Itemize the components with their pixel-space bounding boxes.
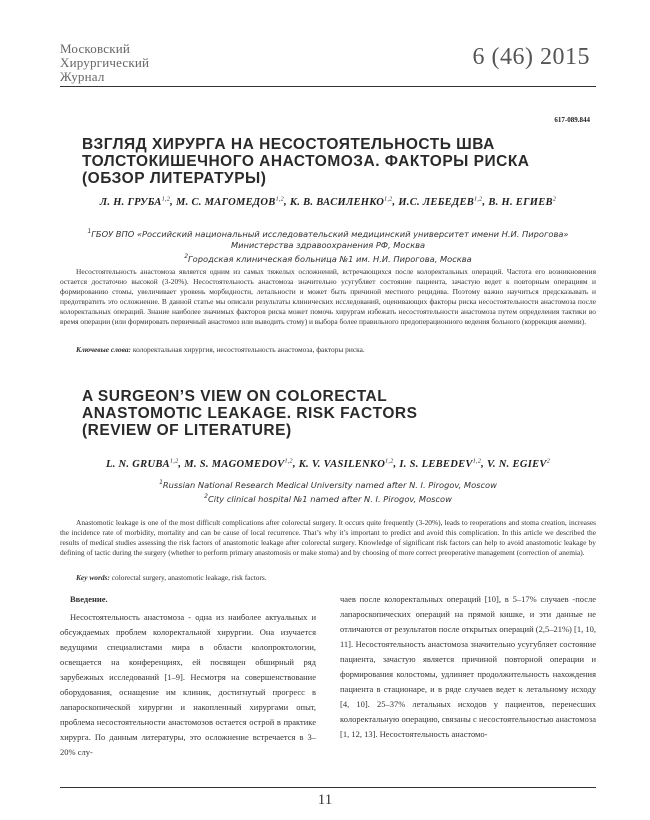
- en-abstract: Anastomotic leakage is one of the most difficult complications after colorectal surgery. It occurs quite frequently (3-20%), leads to reoperations and stoma creation, increases the incidence rate of morbidity, mortality and can be cause of local recurrence. That’s why it’s important to predict and avoid this complication. In this article we described the results of medical studies assessing the risk factors of anastomotic leakage after colorectal surgery. Knowledge of significant risk factors can help to avoid anastomotic leakage by defining of tactic during the surgery (whether to perform primary anastomosis or make stoma) and by choosing of more correct preoperative management (correction of anemia).: [60, 518, 596, 557]
- body-paragraph: чаев после колоректальных операций [10], в 5–17% случаев -после лапароскопических операций на прямой кишке, и эти данные не отличаются от результатов после открытых операций (2,5–21%) [1, 10, 11]. Несостоятельность анастомоза значительно усугубляет состояние пациента, зачастую является причиной повторной операции и формирования колостомы, удлиняет продолжительность нахождения пациента в стационаре, и в ряде случаев ведет к летальному исходу [4, 10]. 25–37% летальных исходов у пациентов, перенесших колоректальную операцию, связаны с несостоятельностью анастомоза [1, 12, 13]. Несостоятельность анастомо-: [340, 594, 596, 739]
- ru-affiliations: [60, 226, 596, 265]
- ru-title: [82, 136, 602, 187]
- en-keywords: Key words: colorectal surgery, anastomotic leakage, risk factors.: [76, 573, 267, 582]
- header-rule: [60, 86, 596, 87]
- author: M. S. MAGOMEDOV$^{1,2}$: [184, 458, 293, 470]
- author: И.С. ЛЕБЕДЕВ$^{1,2}$: [398, 196, 483, 208]
- en-title-line: (REVIEW OF LITERATURE): [82, 422, 292, 439]
- en-title-line: ANASTOMOTIC LEAKAGE. RISK FACTORS: [82, 405, 418, 422]
- logo-line-3: Журнал: [60, 69, 105, 84]
- ru-title-line: ВЗГЛЯД ХИРУРГА НА НЕСОСТОЯТЕЛЬНОСТЬ ШВА: [82, 136, 495, 153]
- author: Л. Н. ГРУБА$^{1,2}$: [99, 196, 171, 208]
- udc-code: 617-089.844: [554, 116, 590, 124]
- footer-rule: [60, 787, 596, 788]
- affiliation: Министерства здравоохранения РФ, Москва: [230, 239, 426, 250]
- en-affiliations: [60, 477, 596, 505]
- body-paragraph: Несостоятельность анастомоза - одна из наиболее актуальных и обсуждаемых проблем колоректальной хирургии. Она изучается ведущими специалистами мира в области колопроктологии, освещается на конференциях, ей посвящен обширный ряд зарубежных исследований [1–9]. Несмотря на совершенствование оборудования, оснащение им клиник, достигнутый прогресс в лапароскопической хирургии и накопленный хирургами опыт, проблема несостоятельности анастомозов остается острой в практике хирурга. По данным литературы, это осложнение встречается в 3–20% слу-: [60, 612, 316, 757]
- ru-title-line: (ОБЗОР ЛИТЕРАТУРЫ): [82, 170, 267, 187]
- author: М. С. МАГОМЕДОВ$^{1,2}$: [176, 196, 284, 208]
- author: K. V. VASILENKO$^{1,2}$: [298, 458, 394, 470]
- en-title: [82, 388, 602, 439]
- ru-authors: Л. Н. ГРУБА$^{1,2}$, М. С. МАГОМЕДОВ$^{1,2}$, К. В. ВАСИЛЕНКО$^{1,2}$, И.С. ЛЕБЕДЕВ$^{1,2}$, В. Н. ЕГИЕВ$^2$: [99, 196, 557, 208]
- ru-keywords: Ключевые слова: колоректальная хирургия, несостоятельность анастомоза, факторы риска.: [76, 345, 365, 354]
- author: К. В. ВАСИЛЕНКО$^{1,2}$: [289, 196, 393, 208]
- affiliation: $^2$City clinical hospital №1 named after N. I. Pirogov, Moscow: [204, 492, 452, 504]
- author: I. S. LEBEDEV$^{1,2}$: [399, 458, 482, 470]
- ru-title-line: ТОЛСТОКИШЕЧНОГО АНАСТОМОЗА. ФАКТОРЫ РИСКА: [82, 153, 530, 170]
- journal-logo: [60, 42, 180, 84]
- affiliation: $^2$Городская клиническая больница №1 им. Н.И. Пирогова, Москва: [184, 252, 472, 264]
- en-title-line: A SURGEON’S VIEW ON COLORECTAL: [82, 388, 388, 405]
- author: В. Н. ЕГИЕВ$^2$: [488, 196, 557, 208]
- body-right-column: [340, 592, 596, 742]
- page-number: 11: [317, 792, 333, 808]
- intro-heading: Введение.: [70, 594, 108, 604]
- affiliation: $^1$Russian National Research Medical University named after N. I. Pirogov, Moscow: [159, 479, 497, 490]
- author: V. N. EGIEV$^2$: [486, 458, 551, 470]
- body-left-column: [60, 592, 316, 760]
- author: L. N. GRUBA$^{1,2}$: [105, 458, 179, 470]
- issue-number: 6 (46) 2015: [472, 44, 590, 70]
- affiliation: $^1$ГБОУ ВПО «Российский национальный исследовательский медицинский университет имени Н.И. Пирогова»: [87, 228, 569, 239]
- logo-line-1: Московский: [60, 41, 131, 56]
- logo-line-2: Хирургический: [60, 55, 150, 70]
- en-authors: L. N. GRUBA$^{1,2}$, M. S. MAGOMEDOV$^{1,2}$, K. V. VASILENKO$^{1,2}$, I. S. LEBEDEV$^{1,2}$, V. N. EGIEV$^2$: [105, 458, 551, 470]
- ru-abstract: Несостоятельность анастомоза является одним из самых тяжелых осложнений, встречающихся после колоректальных операций. Частота его возникновения остается достаточно высокой (3-20%). Несостоятельность анастомоза значительно усугубляет состояние пациента, зачастую ведет к повторным операциям и формированию стомы, увеличивает уровень морбидности, летальности и может быть причиной местного рецидива. Поэтому важно научиться предсказывать и предотвратить это осложнение. В данной статье мы описали результаты клинических исследований, оценивающих факторы риска несостоятельности анастомоза после колоректальных операций. Знание наиболее значимых факторов риска может помочь хирургам избежать несостоятельности анастомоза путем определения тактики во время операции (или формировать первичный анастомоз или выводить стому) и выбора более правильного предоперационного ведения больного (коррекция анемии).: [60, 267, 596, 326]
